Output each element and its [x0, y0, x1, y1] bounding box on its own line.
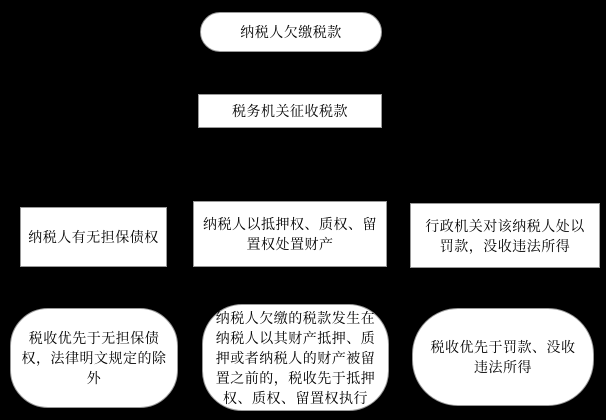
node-result-tax-over-unsecured-claims: 税收优先于无担保债权，法律明文规定的除外 — [10, 308, 178, 408]
node-result-tax-over-penalties: 税收优先于罚款、没收违法所得 — [412, 308, 594, 406]
node-condition-administrative-penalty: 行政机关对该纳税人处以罚款，没收违法所得 — [410, 203, 600, 268]
node-tax-authority-collects: 税务机关征收税款 — [198, 94, 382, 128]
node-taxpayer-owes-tax: 纳税人欠缴税款 — [200, 12, 382, 52]
node-result-tax-before-secured-rights: 纳税人欠缴的税款发生在纳税人以其财产抵押、质押或者纳税人的财产被留置之前的，税收先于抵押权、质权、留置权执行 — [202, 304, 389, 411]
node-condition-secured-property-disposal: 纳税人以抵押权、质权、留置权处置财产 — [193, 201, 387, 267]
node-condition-unsecured-claims: 纳税人有无担保债权 — [20, 207, 167, 267]
